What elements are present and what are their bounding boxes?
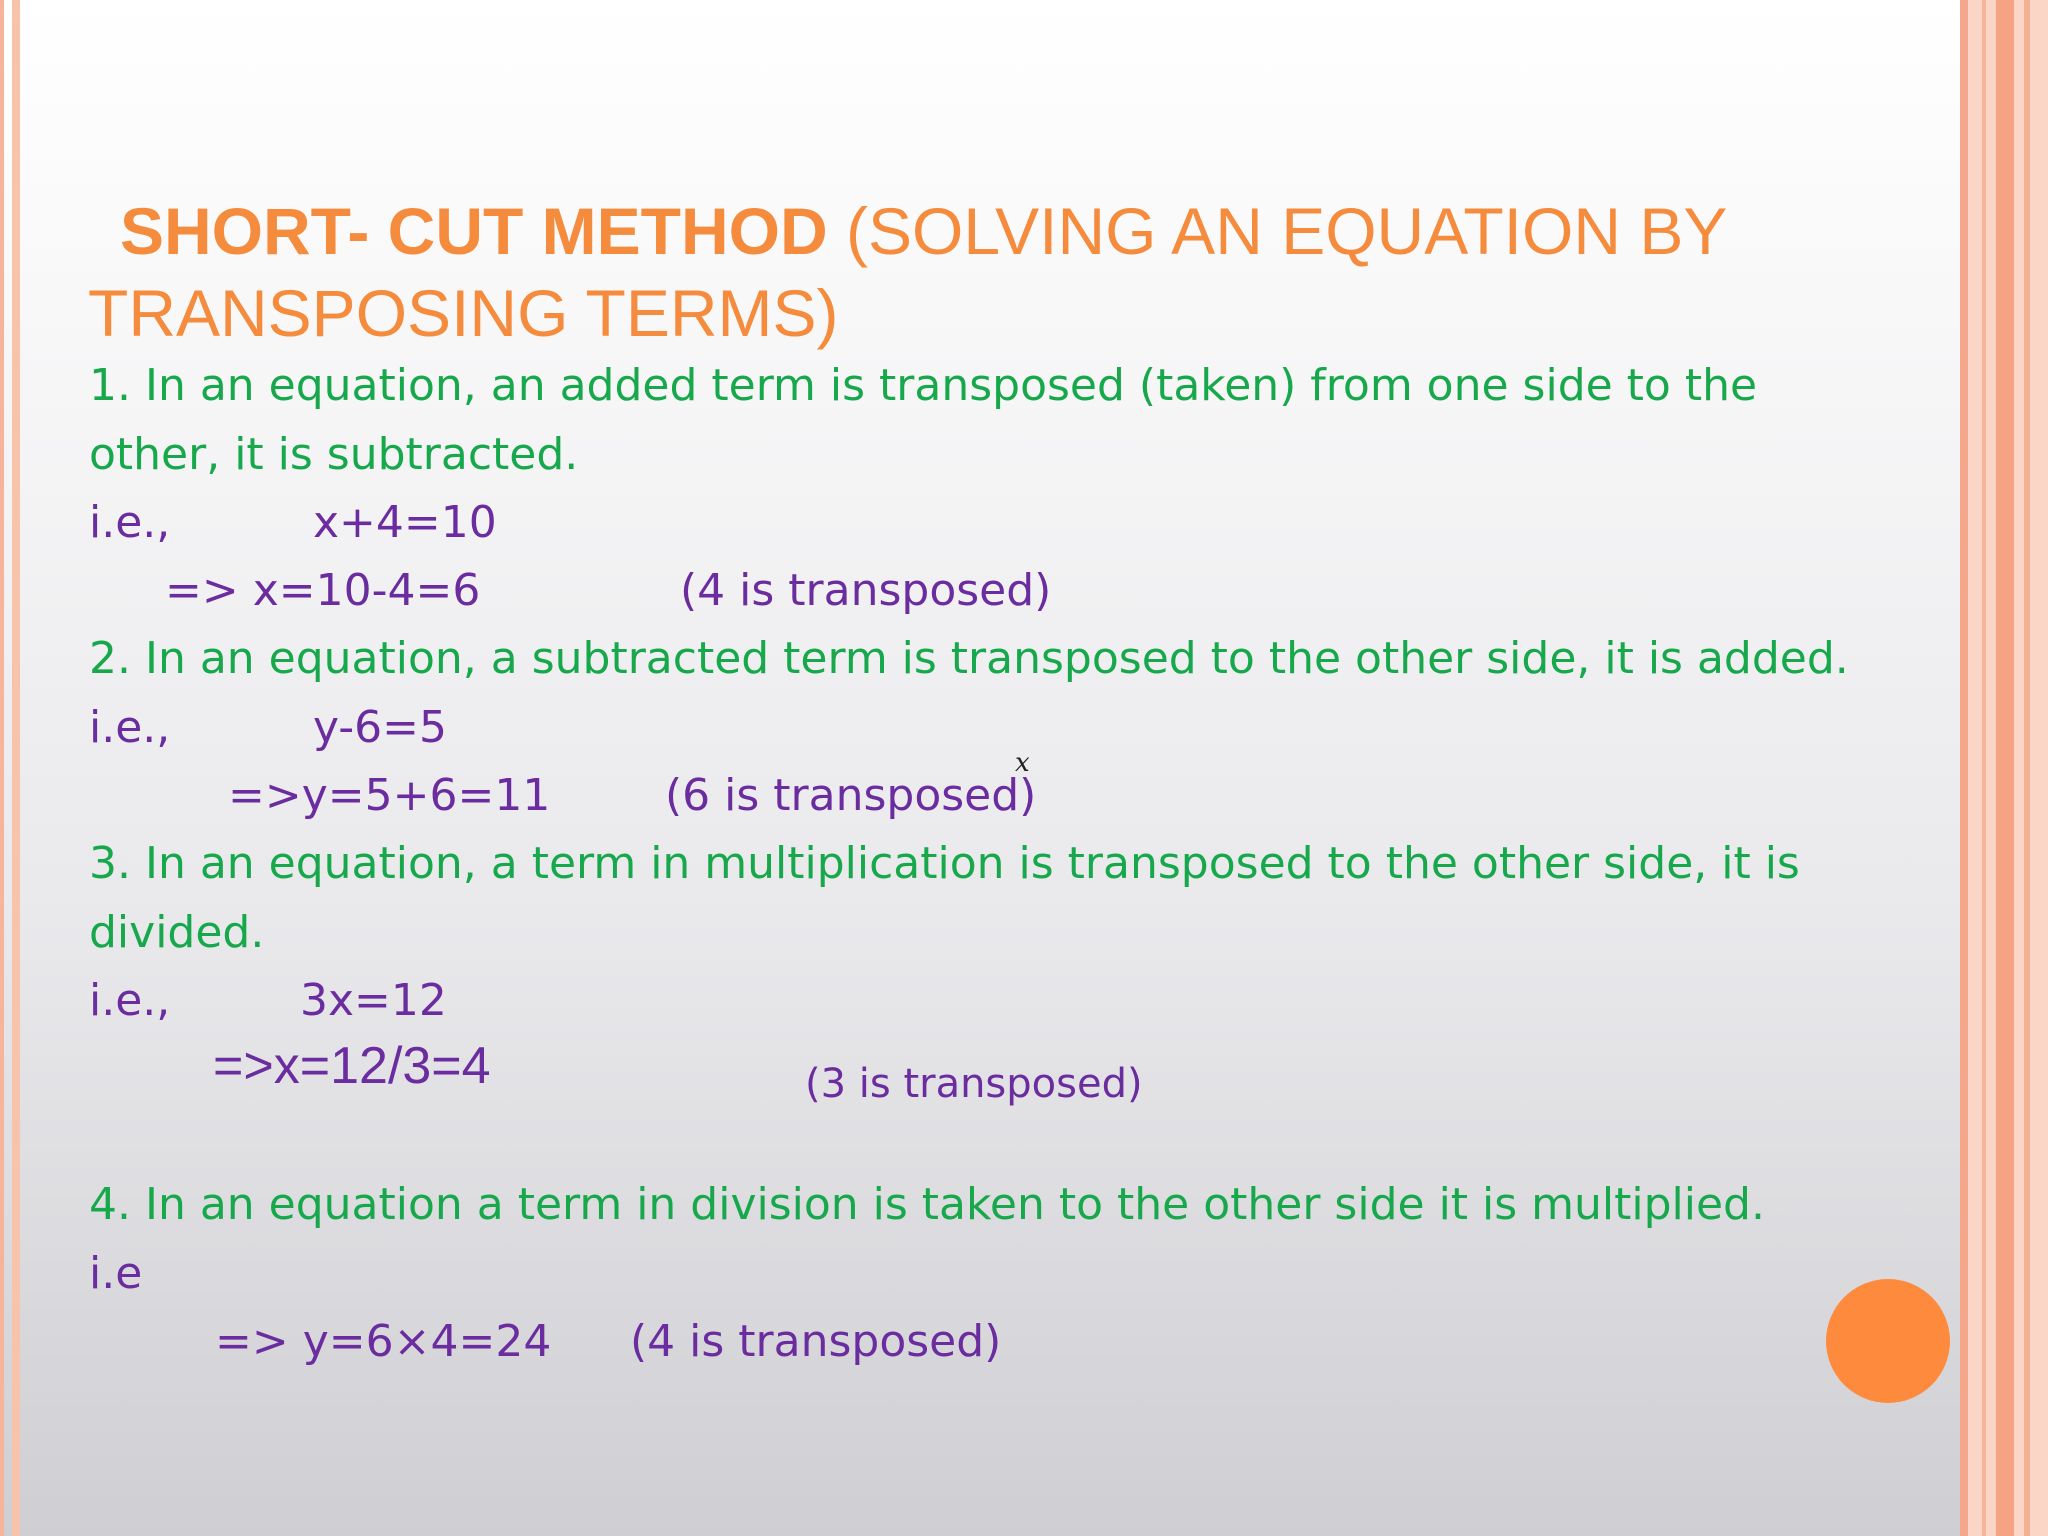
example-3-step: =>x=12/3=4 [213,1037,491,1095]
rule-1-line-1: 1. In an equation, an added term is transposed (taken) from one side to the [89,360,1758,411]
left-border-line [12,0,20,1536]
decorative-circle [1826,1279,1950,1403]
slide-title [88,190,1928,354]
example-4-note: (4 is transposed) [630,1316,1002,1367]
title-bold: SHORT- CUT METHOD [120,194,828,268]
example-4-step: => y=6×4=24 [215,1316,552,1367]
right-border-line [2024,0,2030,1536]
example-3-equation: 3x=12 [300,975,447,1026]
title-rest: (SOLVING AN EQUATION BY [827,194,1728,268]
right-border-line [1996,0,2014,1536]
example-3-prefix: i.e., [89,975,171,1026]
rule-4: 4. In an equation a term in division is taken to the other side it is multiplied. [89,1179,1765,1230]
stray-mark: x [1015,748,1030,778]
right-border-line [1960,0,1968,1536]
example-2-prefix: i.e., [89,702,171,753]
rule-3-line-2: divided. [89,907,265,958]
rule-2: 2. In an equation, a subtracted term is transposed to the other side, it is added. [89,633,1849,684]
example-2-equation: y-6=5 [313,702,447,753]
right-border-line [1982,0,1986,1536]
example-1-prefix: i.e., [89,497,171,548]
example-1-note: (4 is transposed) [680,565,1052,616]
title-line2: TRANSPOSING TERMS) [88,276,839,350]
rule-3-line-1: 3. In an equation, a term in multiplication is transposed to the other side, it is [89,838,1800,889]
rule-1-line-2: other, it is subtracted. [89,429,579,480]
example-1-step: => x=10-4=6 [165,565,481,616]
left-border-line [0,0,4,1536]
example-2-step: =>y=5+6=11 [228,770,551,821]
example-1-equation: x+4=10 [313,497,497,548]
example-2-note: (6 is transposed) [665,770,1037,821]
example-3-note: (3 is transposed) [805,1061,1143,1107]
example-4-prefix: i.e [89,1248,143,1299]
